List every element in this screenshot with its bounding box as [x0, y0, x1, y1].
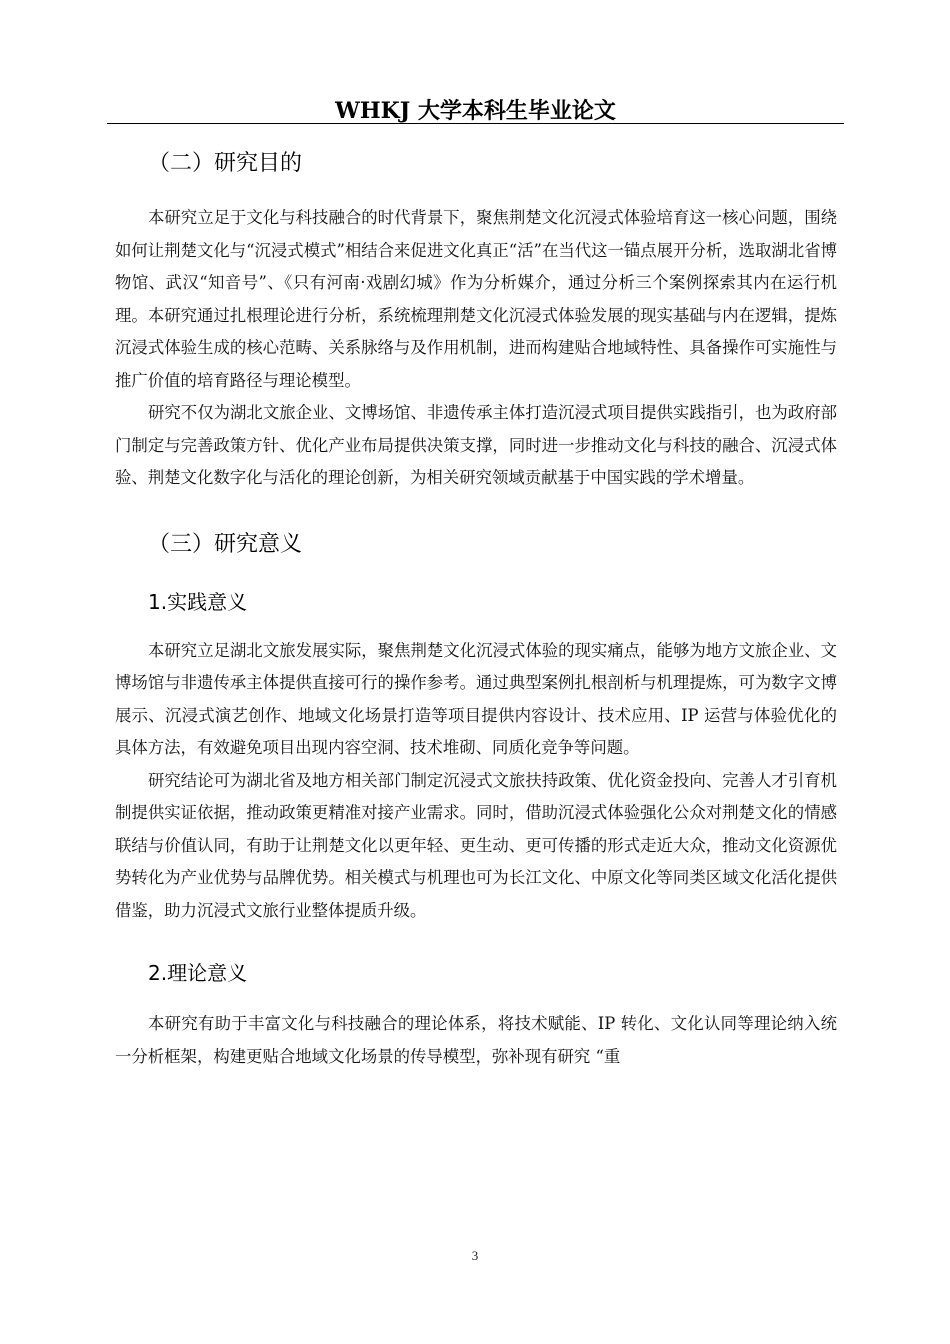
- section-heading-significance: （三）研究意义: [148, 531, 303, 557]
- paragraph: 研究不仅为湖北文旅企业、文博场馆、非遗传承主体打造沉浸式项目提供实践指引，也为政府部门制定与完善政策方针、优化产业布局提供决策支撑，同时进一步推动文化与科技的融合、沉浸式体验、荆楚文化数字化与活化的理论创新，为相关研究领域贡献基于中国实践的学术增量。: [115, 403, 837, 487]
- page-content: [115, 140, 837, 1073]
- subsection-heading-theoretical: 2.理论意义: [148, 961, 248, 985]
- paragraph: 本研究有助于丰富文化与科技融合的理论体系，将技术赋能、IP 转化、文化认同等理论纳入统一分析框架，构建更贴合地域文化场景的传导模型，弥补现有研究 “重: [115, 1014, 837, 1066]
- header-divider: [107, 123, 844, 124]
- paragraph: 研究结论可为湖北省及地方相关部门制定沉浸式文旅扶持政策、优化资金投向、完善人才引育机制提供实证依据，推动政策更精准对接产业需求。同时，借助沉浸式体验强化公众对荆楚文化的情感联结与价值认同，有助于让荆楚文化以更年轻、更生动、更可传播的形式走近大众，推动文化资源优势转化为产业优势与品牌优势。相关模式与机理也可为长江文化、中原文化等同类区域文化活化提供借鉴，助力沉浸式文旅行业整体提质升级。: [115, 770, 837, 920]
- paragraph: 本研究立足于文化与科技融合的时代背景下，聚焦荆楚文化沉浸式体验培育这一核心问题，围绕如何让荆楚文化与“沉浸式模式”相结合来促进文化真正“活”在当代这一锚点展开分析，选取湖北省博物馆、武汉“知音号”、《只有河南·戏剧幻城》作为分析媒介，通过分析三个案例探索其内在运行机理。本研究通过扎根理论进行分析，系统梳理荆楚文化沉浸式体验发展的现实基础与内在逻辑，提炼沉浸式体验生成的核心范畴、关系脉络与及作用机制，进而构建贴合地域特性、具备操作可实施性与推广价值的培育路径与理论模型。: [115, 208, 837, 390]
- subsection-heading-practical: 1.实践意义: [148, 589, 248, 614]
- running-header: WHKJ 大学本科生毕业论文: [335, 98, 616, 124]
- paragraph: 本研究立足湖北文旅发展实际，聚焦荆楚文化沉浸式体验的现实痛点，能够为地方文旅企业、文博场馆与非遗传承主体提供直接可行的操作参考。通过典型案例扎根剖析与机理提炼，可为数字文博展示、沉浸式演艺创作、地域文化场景打造等项目提供内容设计、技术应用、IP 运营与体验优化的具体方法，有效避免项目出现内容空洞、技术堆砌、同质化竞争等问题。: [115, 640, 837, 757]
- section-heading-purpose: （二）研究目的: [148, 151, 303, 176]
- page-number: 3: [471, 1248, 479, 1263]
